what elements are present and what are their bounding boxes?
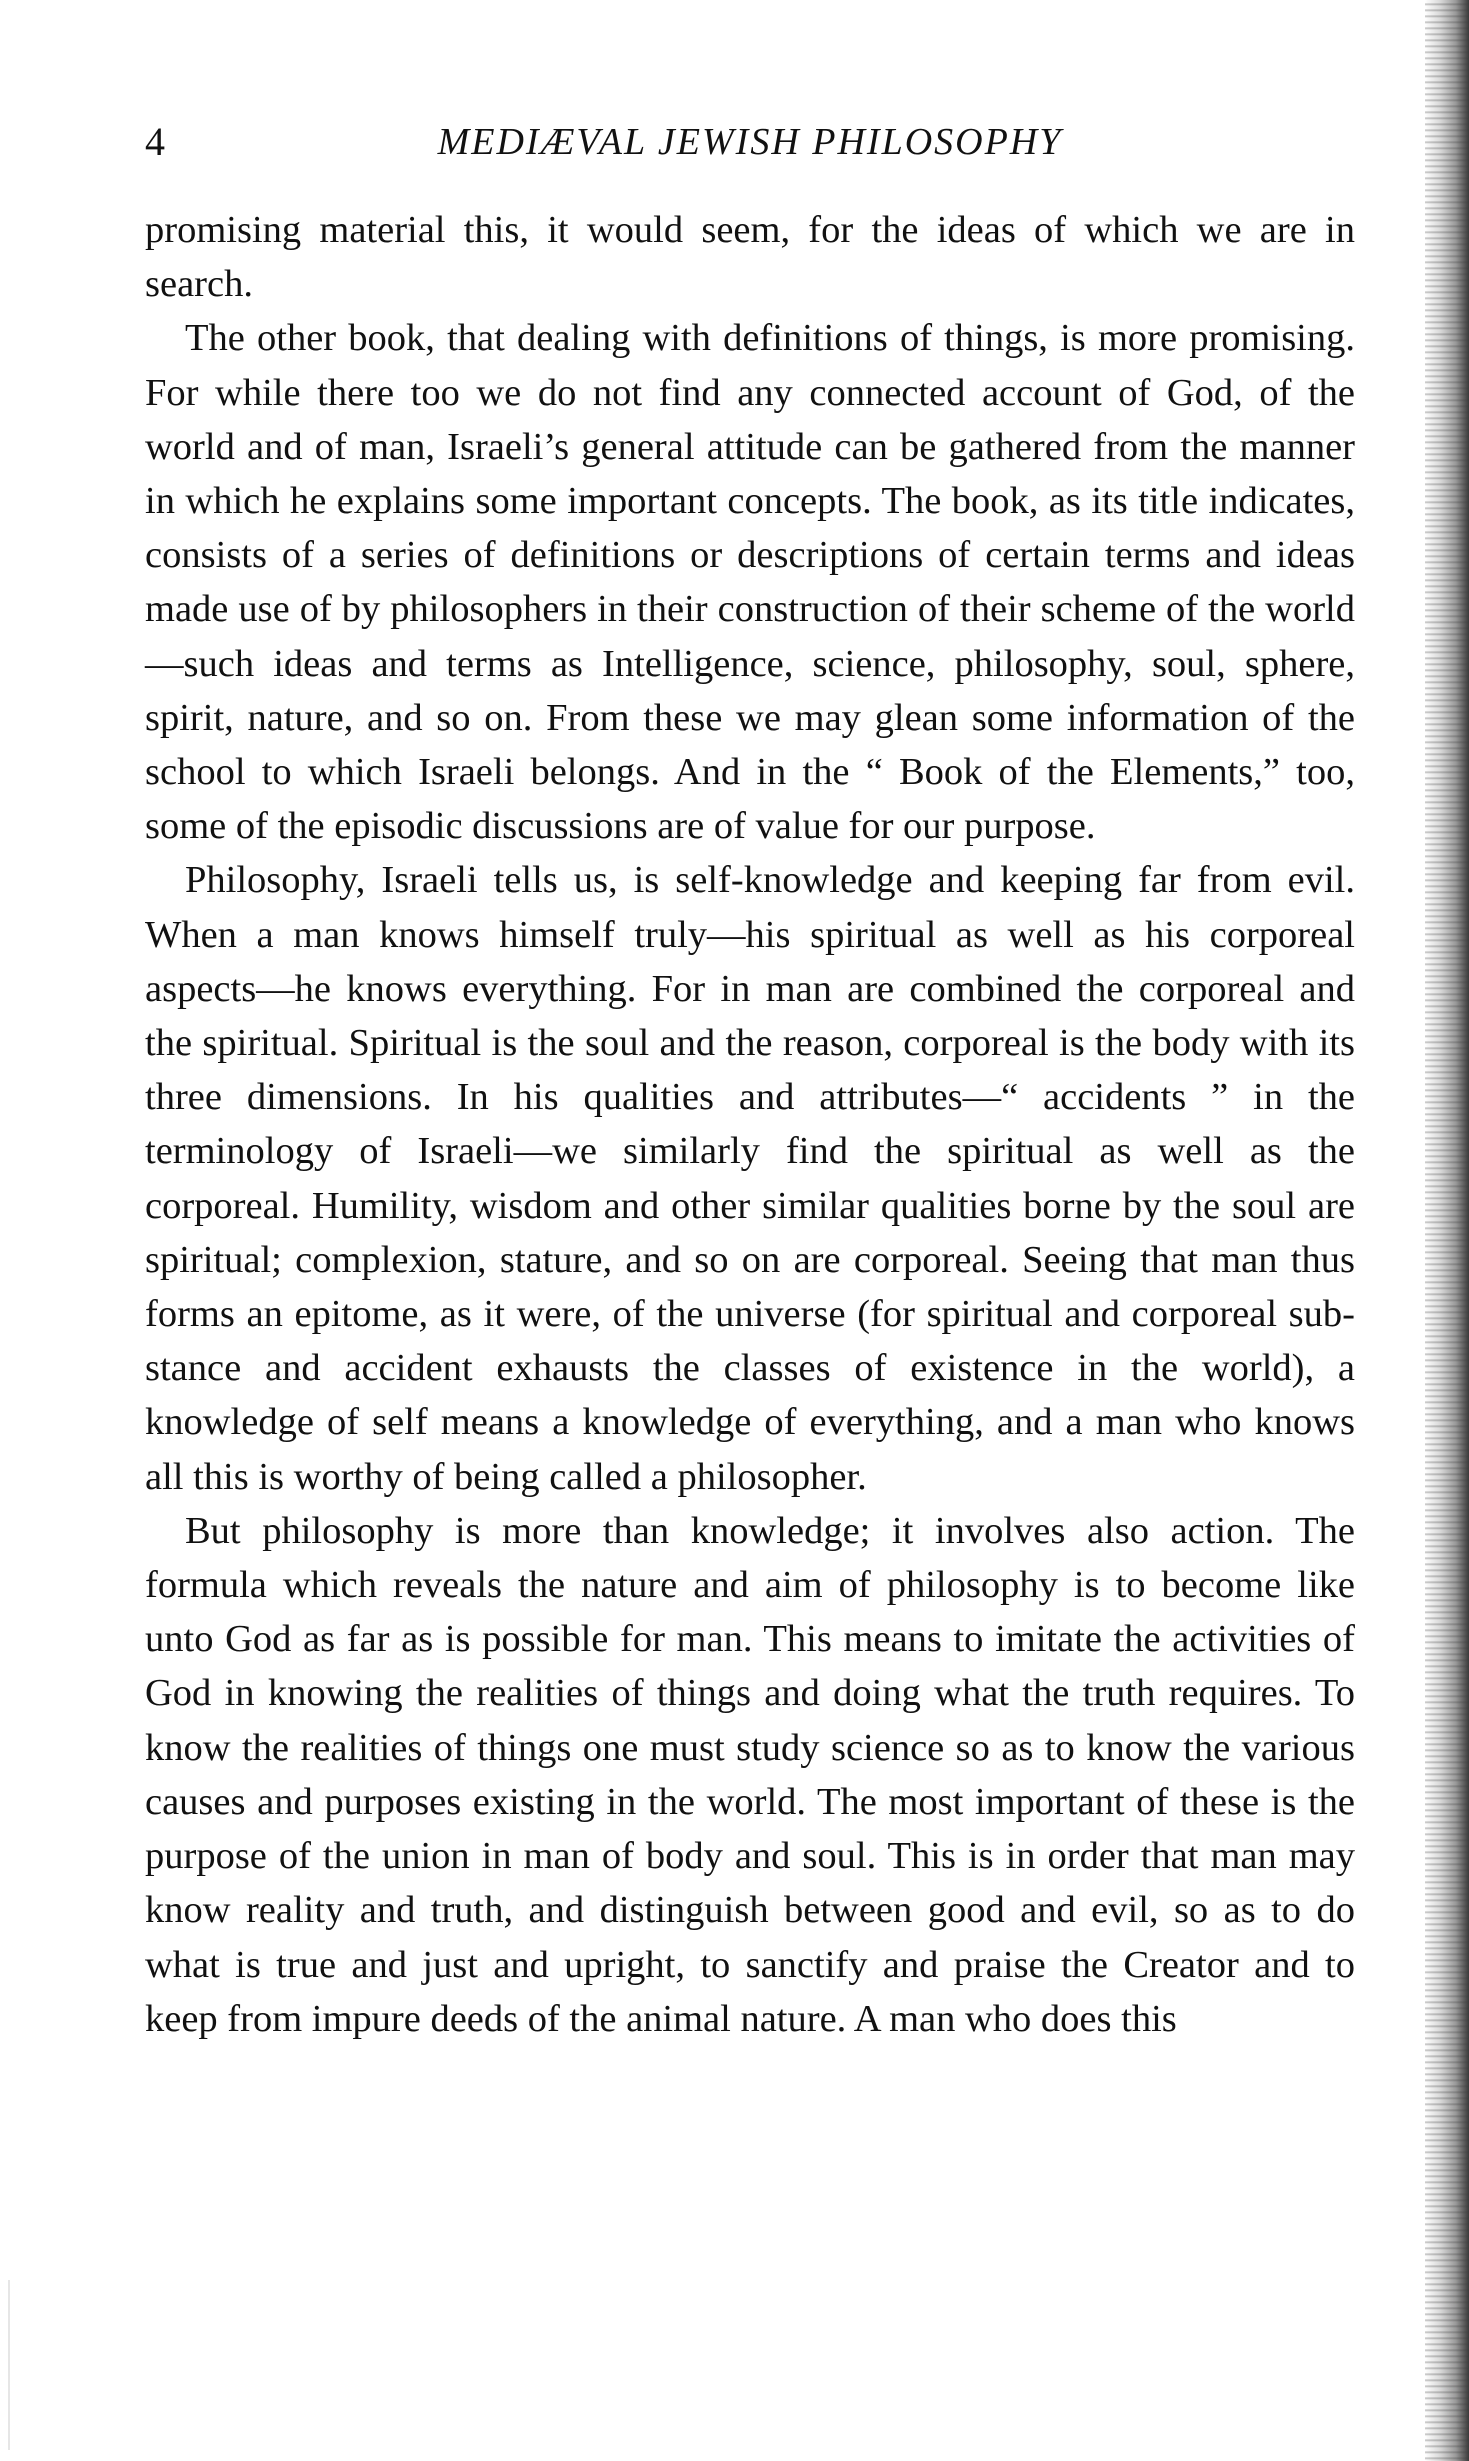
running-title: MEDIÆVAL JEWISH PHILOSOPHY <box>437 121 1063 163</box>
gutter-mark <box>8 2280 10 2450</box>
page-number: 4 <box>145 119 165 164</box>
paragraph-1: promising material this, it would seem, for the ideas of which we are in search. <box>145 209 1355 306</box>
paragraph-2: The other book, that dealing with definitions of things, is more promising. For while there too we do not find any connected account of God, of the world and of man, Israeli’s general attitude can be gathered from the manner in which he explains some important concepts. The book, as its title indicates, consists of a series of definitions or descriptions of certain terms and ideas made use of by philosophers in their construction of their scheme of the world—such ideas and terms as Intelligence, science, philosophy, soul, sphere, spirit, nature, and so on. From these we may glean some information of the school to which Israeli belongs. And in the “ Book of the Elements,” too, some of the episodic discussions are of value for our purpose. <box>145 317 1355 848</box>
paragraph-4: But philosophy is more than knowledge; it involves also action. The formula which reveals the nature and aim of philosophy is to become like unto God as far as is possible for man. This means to imitate the activities of God in knowing the realities of things and doing what the truth requires. To know the realities of things one must study science so as to know the various causes and purposes existing in the world. The most important of these is the purpose of the union in man of body and soul. This is in order that man may know reality and truth, and distinguish between good and evil, so as to do what is true and just and upright, to sanctify and praise the Creator and to keep from impure deeds of the animal nature. A man who does this <box>145 1509 1355 2040</box>
running-head <box>145 112 1355 172</box>
body-text <box>145 203 1355 2046</box>
paragraph-3: Philosophy, Israeli tells us, is self-knowledge and keeping far from evil. When a man knows himself truly—his spiritual as well as his corporeal aspects—he knows everything. For in man are combined the corporeal and the spiritual. Spiritual is the soul and the reason, corporeal is the body with its three dimensions. In his qualities and attributes—“ accidents ” in the terminology of Israeli—we similarly find the spiritual as well as the corporeal. Humility, wisdom and other similar qualities borne by the soul are spiritual; complexion, stature, and so on are corporeal. Seeing that man thus forms an epitome, as it were, of the universe (for spiritual and corporeal substance and accident exhausts the classes of existence in the world), a knowledge of self means a knowledge of everything, and a man who knows all this is worthy of being called a philosopher. <box>145 859 1355 1498</box>
page-edge-shadow <box>1425 0 1469 2461</box>
